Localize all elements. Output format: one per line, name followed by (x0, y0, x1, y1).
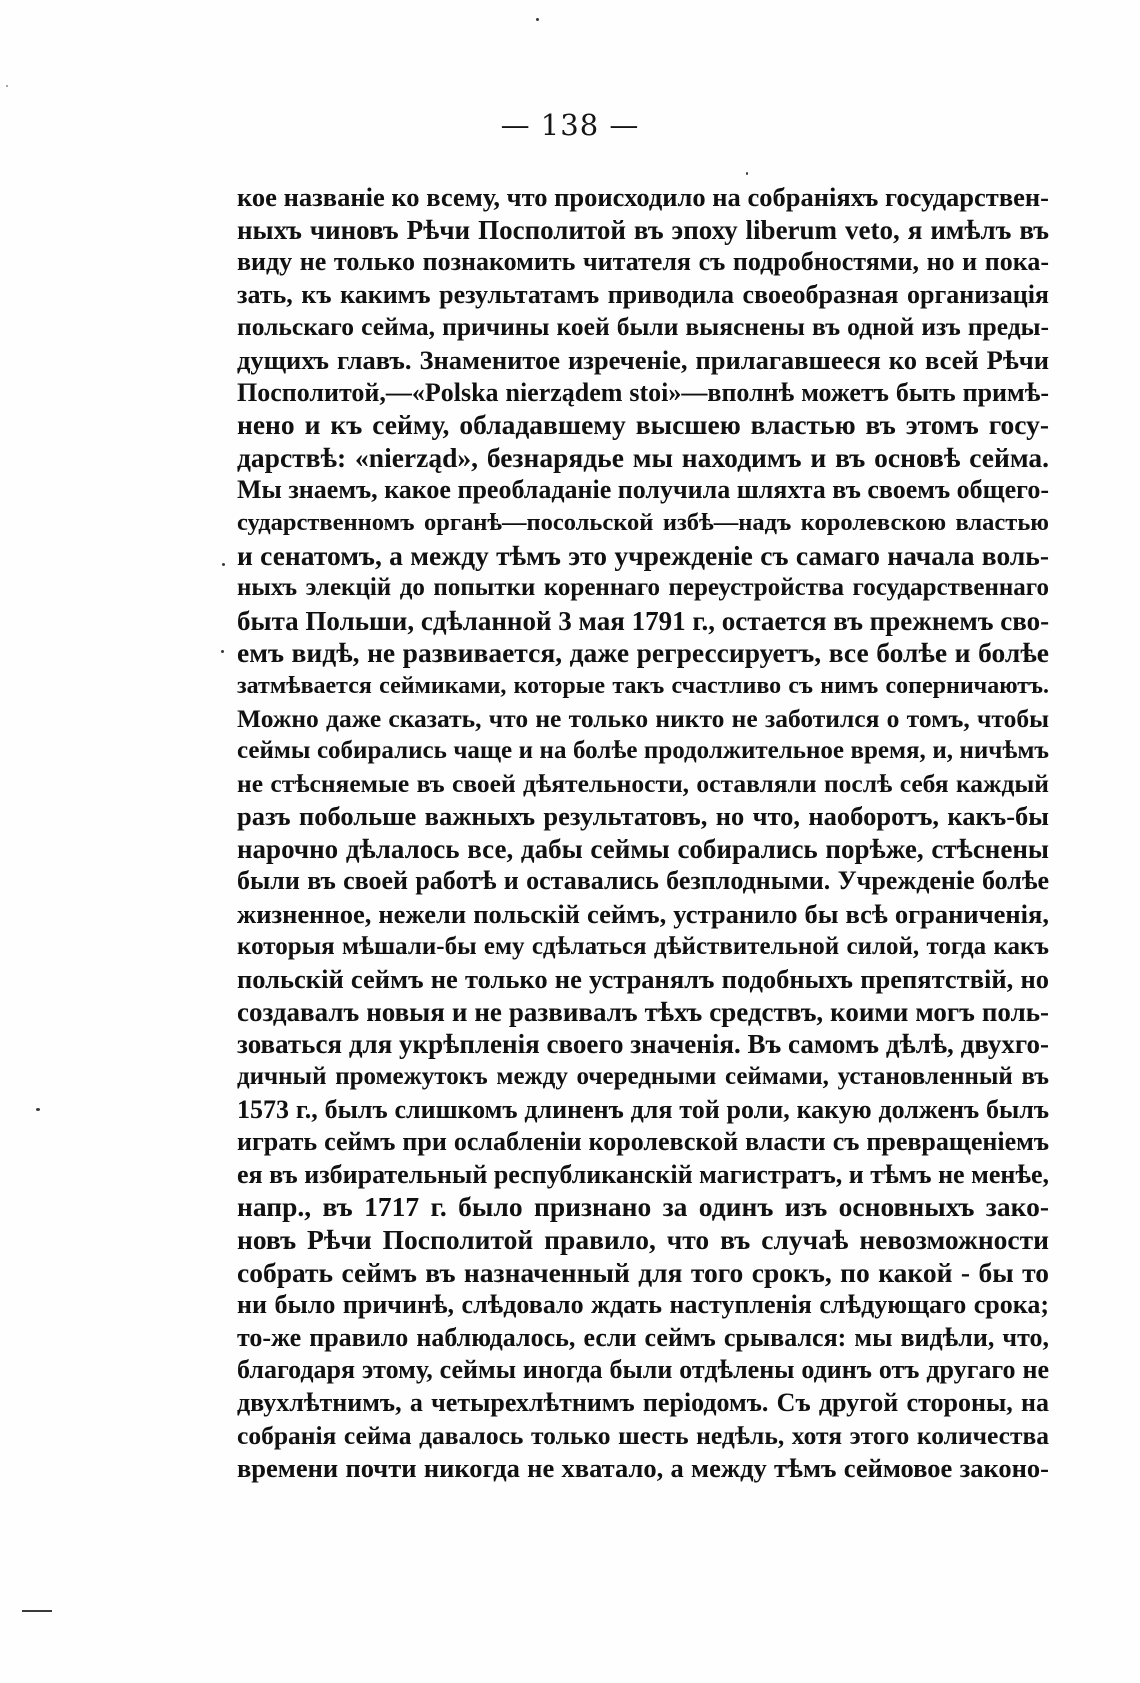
scan-speck (222, 563, 225, 566)
text-line: времени почти никогда не хватало, а между тѣмъ сеймовое законо- (237, 1453, 1049, 1484)
text-line: дущихъ главъ. Знаменитое изреченіе, прилагавшееся ко всей Рѣчи (237, 344, 1049, 375)
text-line: были въ своей работѣ и оставались безплодными. Учрежденіе болѣе (237, 866, 1049, 896)
text-line: Посполитой,—«Polska nierządem stoi»—вполнѣ можетъ быть примѣ- (237, 377, 1049, 407)
text-line: виду не только познакомить читателя съ подробностями, но и пока- (237, 247, 1049, 277)
page-number: — 138 — (500, 108, 640, 142)
text-line: новъ Рѣчи Посполитой правило, что въ случаѣ невозможности (237, 1224, 1049, 1255)
text-line: ныхъ элекцій до попытки кореннаго переустройства государственнаго (237, 574, 1049, 602)
text-line: сударственномъ органѣ—посольской избѣ—надъ королевскою властью (237, 508, 1049, 536)
text-line: которыя мѣшали-бы ему сдѣлаться дѣйствительной силой, тогда какъ (237, 932, 1049, 960)
text-line: играть сеймъ при ослабленіи королевской власти съ превращеніемъ (237, 1127, 1049, 1157)
text-line: и сенатомъ, а между тѣмъ это учрежденіе съ самаго начала воль- (237, 539, 1049, 571)
text-line: собрать сеймъ въ назначенный для того срокъ, по какой - бы то (237, 1256, 1049, 1288)
text-line: зать, къ какимъ результатамъ приводила своеобразная организація (237, 279, 1049, 309)
text-line: польскій сеймъ не только не устранялъ подобныхъ препятствій, но (237, 964, 1049, 995)
scan-speck (536, 18, 539, 21)
text-line: затмѣвается сеймиками, которые такъ счастливо съ нимъ соперничаютъ. (237, 672, 1049, 699)
text-line: нарочно дѣлалось все, дабы сеймы собирались порѣже, стѣснены (237, 833, 1049, 864)
text-line: благодаря этому, сеймы иногда были отдѣлены одинъ отъ другаго не (237, 1355, 1049, 1385)
text-line: напр., въ 1717 г. было признано за одинъ изъ основныхъ зако- (237, 1191, 1049, 1223)
scan-speck (36, 1108, 40, 1111)
scan-speck (221, 650, 224, 653)
text-line: сеймы собирались чаще и на болѣе продолжительное время, и, ничѣмъ (237, 737, 1049, 765)
text-line: ни было причинѣ, слѣдовало ждать наступленія слѣдующаго срока; (237, 1290, 1049, 1320)
text-line: дичный промежутокъ между очередными сеймами, установленный въ (237, 1063, 1049, 1091)
text-line: жизненное, нежели польскій сеймъ, устранило бы всѣ ограниченія, (237, 899, 1049, 930)
text-line: польскаго сейма, причины коей были выяснены въ одной изъ преды- (237, 312, 1049, 342)
text-line: емъ видѣ, не развивается, даже регрессируетъ, все болѣе и болѣе (237, 637, 1049, 669)
text-line: собранія сейма давалось только шесть недѣль, хотя этого количества (237, 1420, 1049, 1450)
text-line: кое названіе ко всему, что происходило на собраніяхъ государствен- (237, 182, 1049, 212)
text-line: Мы знаемъ, какое преобладаніе получила шляхта въ своемъ общего- (237, 475, 1049, 505)
text-line: не стѣсняемые въ своей дѣятельности, оставляли послѣ себя каждый (237, 768, 1049, 798)
text-line: двухлѣтнимъ, а четырехлѣтнимъ періодомъ. Съ другой стороны, на (237, 1387, 1049, 1417)
margin-dash (22, 1610, 52, 1612)
text-line: создавалъ новыя и не развивалъ тѣхъ средствъ, коими могъ поль- (237, 996, 1049, 1027)
text-line: Можно даже сказать, что не только никто не заботился о томъ, чтобы (237, 703, 1049, 733)
text-line: разъ побольше важныхъ результатовъ, но что, наоборотъ, какъ-бы (237, 801, 1049, 832)
body-text (237, 181, 1049, 1485)
text-line: ея въ избирательный республиканскій магистратъ, и тѣмъ не менѣе, (237, 1159, 1049, 1189)
text-line: то-же правило наблюдалось, если сеймъ срывался: мы видѣли, что, (237, 1322, 1049, 1352)
text-line: нено и къ сейму, обладавшему высшею властью въ этомъ госу- (237, 409, 1049, 441)
text-line: зоваться для укрѣпленія своего значенія. Въ самомъ дѣлѣ, двухго- (237, 1029, 1049, 1060)
scan-speck (746, 172, 748, 175)
text-line: быта Польши, сдѣланной 3 мая 1791 г., остается въ прежнемъ сво- (237, 605, 1049, 636)
scan-speck (6, 85, 8, 87)
text-line: 1573 г., былъ слишкомъ длиненъ для той роли, какую долженъ былъ (237, 1094, 1049, 1124)
text-line: дарствѣ: «nierząd», безнарядье мы находимъ и въ основѣ сейма. (237, 441, 1049, 473)
text-line: ныхъ чиновъ Рѣчи Посполитой въ эпоху liberum veto, я имѣлъ въ (237, 214, 1049, 245)
